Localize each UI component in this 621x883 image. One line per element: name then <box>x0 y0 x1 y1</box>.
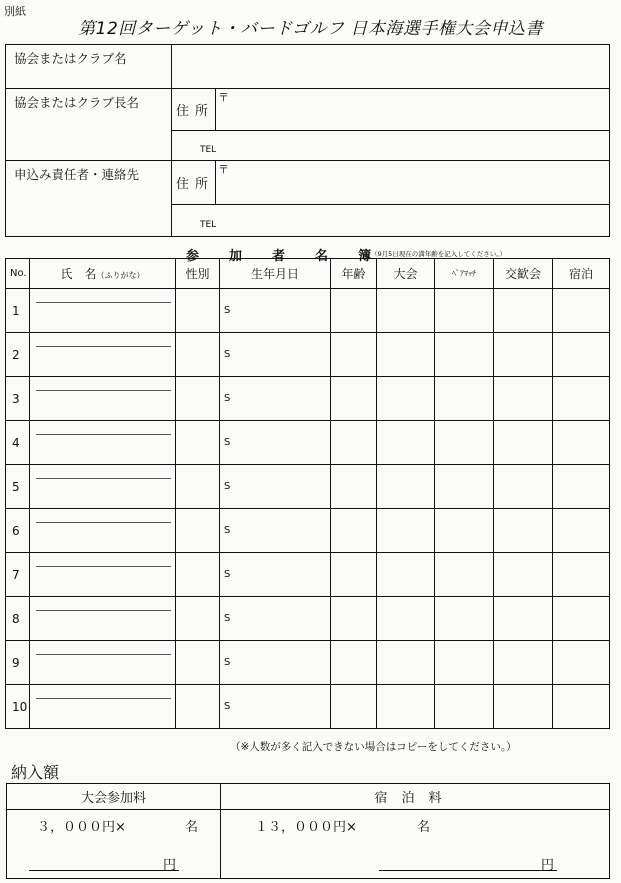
name-field[interactable] <box>30 333 176 377</box>
pair-match-field[interactable] <box>435 289 494 333</box>
participant-row <box>6 289 610 333</box>
sex-field[interactable] <box>176 377 220 421</box>
birthdate-field[interactable]: S <box>220 685 331 729</box>
furigana-line <box>36 522 171 523</box>
furigana-line <box>36 346 171 347</box>
participant-row <box>6 421 610 465</box>
entry-fee-cell[interactable] <box>7 810 221 879</box>
birthdate-field[interactable]: S <box>220 333 331 377</box>
participant-row <box>6 333 610 377</box>
sex-field[interactable] <box>176 289 220 333</box>
name-field[interactable] <box>30 509 176 553</box>
row-number: 1 <box>6 289 30 333</box>
entry-yen-unit: 円 <box>163 858 177 873</box>
participant-row <box>6 685 610 729</box>
age-field[interactable] <box>331 553 377 597</box>
birthdate-field[interactable]: S <box>220 509 331 553</box>
tournament-field[interactable] <box>377 509 435 553</box>
row-number: 2 <box>6 333 30 377</box>
birthdate-field[interactable]: S <box>220 641 331 685</box>
club-name-label: 協会またはクラブ名 <box>6 45 172 89</box>
name-field[interactable] <box>30 685 176 729</box>
postal-mark: 〒 <box>218 163 229 176</box>
social-field[interactable] <box>494 685 553 729</box>
tel-label: TEL <box>200 219 217 230</box>
row-number: 3 <box>6 377 30 421</box>
pair-match-field[interactable] <box>435 597 494 641</box>
pair-match-field[interactable] <box>435 553 494 597</box>
contact-tel-field[interactable] <box>172 205 610 237</box>
club-name-field[interactable] <box>172 45 610 89</box>
pair-match-field[interactable] <box>435 377 494 421</box>
row-number: 4 <box>6 421 30 465</box>
fee-table <box>6 783 610 879</box>
birthdate-field[interactable]: S <box>220 597 331 641</box>
participant-row <box>6 377 610 421</box>
social-field[interactable] <box>494 509 553 553</box>
lodging-total-line <box>379 870 557 871</box>
tournament-field[interactable] <box>377 377 435 421</box>
lodging-field[interactable] <box>553 685 610 729</box>
contact-address-field[interactable] <box>216 161 610 205</box>
tournament-field[interactable] <box>377 421 435 465</box>
age-field[interactable] <box>331 289 377 333</box>
tournament-field[interactable] <box>377 641 435 685</box>
age-field[interactable] <box>331 333 377 377</box>
lodging-field[interactable] <box>553 509 610 553</box>
social-field[interactable] <box>494 421 553 465</box>
tournament-field[interactable] <box>377 597 435 641</box>
pair-match-field[interactable] <box>435 465 494 509</box>
name-field[interactable] <box>30 465 176 509</box>
name-field[interactable] <box>30 377 176 421</box>
age-field[interactable] <box>331 509 377 553</box>
form-title: 第12回ターゲット・バードゴルフ 日本海選手権大会申込書 <box>78 19 543 39</box>
social-field[interactable] <box>494 597 553 641</box>
lodging-field[interactable] <box>553 641 610 685</box>
pair-match-field[interactable] <box>435 685 494 729</box>
postal-mark: 〒 <box>218 91 229 104</box>
participant-table <box>5 258 610 729</box>
row-number: 7 <box>6 553 30 597</box>
social-field[interactable] <box>494 333 553 377</box>
sex-field[interactable] <box>176 641 220 685</box>
name-field[interactable] <box>30 421 176 465</box>
furigana-line <box>36 698 171 699</box>
header-lodging: 宿泊 <box>553 259 610 289</box>
name-field[interactable] <box>30 641 176 685</box>
furigana-line <box>36 610 171 611</box>
leader-tel-field[interactable] <box>172 131 610 161</box>
sex-field[interactable] <box>176 597 220 641</box>
age-field[interactable] <box>331 377 377 421</box>
name-field[interactable] <box>30 289 176 333</box>
furigana-line <box>36 390 171 391</box>
lodging-yen-unit: 円 <box>541 858 555 873</box>
entry-person-unit: 名 <box>185 820 199 835</box>
lodging-field[interactable] <box>553 597 610 641</box>
lodging-fee-label: 宿泊料 <box>221 784 610 810</box>
tournament-field[interactable] <box>377 333 435 377</box>
lodging-field[interactable] <box>553 377 610 421</box>
name-field[interactable] <box>30 597 176 641</box>
furigana-line <box>36 566 171 567</box>
tournament-field[interactable] <box>377 553 435 597</box>
sex-field[interactable] <box>176 685 220 729</box>
lodging-person-unit: 名 <box>417 820 431 835</box>
sex-field[interactable] <box>176 421 220 465</box>
pair-match-field[interactable] <box>435 509 494 553</box>
contact-address-label: 住所 <box>172 161 216 205</box>
participant-row <box>6 597 610 641</box>
roster-age-note: （9月5日現在の満年齢を記入してください。） <box>371 250 507 258</box>
header-sex: 性別 <box>176 259 220 289</box>
lodging-field[interactable] <box>553 421 610 465</box>
age-field[interactable] <box>331 421 377 465</box>
age-field[interactable] <box>331 465 377 509</box>
social-field[interactable] <box>494 553 553 597</box>
tournament-field[interactable] <box>377 289 435 333</box>
header-age: 年齢 <box>331 259 377 289</box>
tournament-field[interactable] <box>377 685 435 729</box>
furigana-line <box>36 654 171 655</box>
row-number: 9 <box>6 641 30 685</box>
age-field[interactable] <box>331 685 377 729</box>
age-field[interactable] <box>331 641 377 685</box>
birthdate-field[interactable]: S <box>220 421 331 465</box>
lodging-field[interactable] <box>553 333 610 377</box>
leader-address-field[interactable] <box>216 89 610 131</box>
tel-label: TEL <box>200 144 217 155</box>
lodging-field[interactable] <box>553 553 610 597</box>
roster-title: 参 加 者 名 簿 <box>186 249 372 264</box>
attachment-label: 別紙 <box>4 5 26 18</box>
social-field[interactable] <box>494 289 553 333</box>
birthdate-field[interactable]: S <box>220 377 331 421</box>
social-field[interactable] <box>494 465 553 509</box>
lodging-field[interactable] <box>553 289 610 333</box>
contact-person-label: 申込み責任者・連絡先 <box>6 161 172 237</box>
entry-total-line <box>29 870 179 871</box>
header-name: 氏 名（ふりがな） <box>30 259 176 289</box>
header-tournament: 大会 <box>377 259 435 289</box>
row-number: 10 <box>6 685 30 729</box>
row-number: 5 <box>6 465 30 509</box>
birthdate-field[interactable]: S <box>220 553 331 597</box>
participant-row <box>6 465 610 509</box>
furigana-line <box>36 302 171 303</box>
leader-address-label: 住所 <box>172 89 216 131</box>
header-birthdate: 生年月日 <box>220 259 331 289</box>
pair-match-field[interactable] <box>435 333 494 377</box>
birthdate-field[interactable]: S <box>220 465 331 509</box>
participant-row <box>6 509 610 553</box>
copy-note: （※人数が多く記入できない場合はコピーをしてください。） <box>230 741 517 753</box>
pair-match-field[interactable] <box>435 421 494 465</box>
participant-row <box>6 553 610 597</box>
fee-heading: 納入額 <box>11 763 60 782</box>
tournament-field[interactable] <box>377 465 435 509</box>
entry-fee-label: 大会参加料 <box>7 784 221 810</box>
header-no: No. <box>6 259 30 289</box>
participant-row <box>6 641 610 685</box>
birthdate-field[interactable]: S <box>220 289 331 333</box>
club-leader-label: 協会またはクラブ長名 <box>6 89 172 161</box>
row-number: 8 <box>6 597 30 641</box>
header-social: 交歓会 <box>494 259 553 289</box>
sex-field[interactable] <box>176 553 220 597</box>
name-field[interactable] <box>30 553 176 597</box>
age-field[interactable] <box>331 597 377 641</box>
lodging-fee-price: １３，０００円× <box>255 820 357 835</box>
club-info-table <box>5 44 610 237</box>
entry-fee-price: ３，０００円× <box>37 820 126 835</box>
sex-field[interactable] <box>176 333 220 377</box>
sex-field[interactable] <box>176 509 220 553</box>
social-field[interactable] <box>494 377 553 421</box>
furigana-line <box>36 434 171 435</box>
furigana-line <box>36 478 171 479</box>
lodging-fee-cell[interactable] <box>221 810 610 879</box>
pair-match-field[interactable] <box>435 641 494 685</box>
lodging-field[interactable] <box>553 465 610 509</box>
row-number: 6 <box>6 509 30 553</box>
sex-field[interactable] <box>176 465 220 509</box>
header-pair-match: ﾍﾟｱﾏｯﾁ <box>435 259 494 289</box>
social-field[interactable] <box>494 641 553 685</box>
